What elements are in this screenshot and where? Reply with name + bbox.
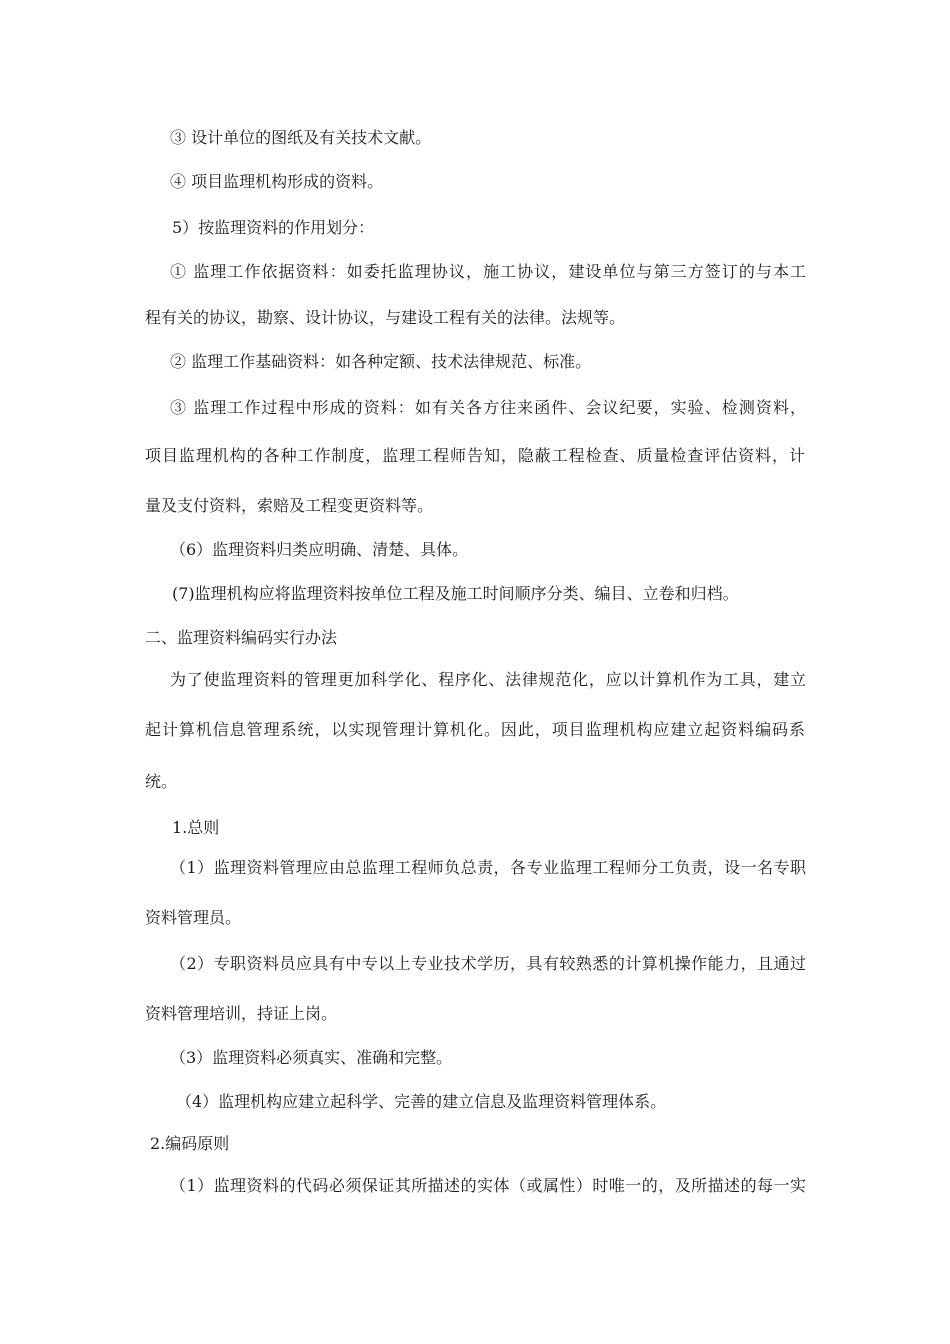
paragraph-line: （1）监理资料的代码必须保证其所描述的实体（或属性）时唯一的，及所描述的每一实 [170,1176,806,1195]
subheading-general: 1.总则 [172,818,220,837]
list-item-agency-materials: ④ 项目监理机构形成的资料。 [170,172,384,191]
paragraph-line: 资料管理员。 [145,908,242,927]
paragraph-line: 量及支付资料，索赔及工程变更资料等。 [145,496,434,515]
paragraph-line: 统。 [145,772,178,791]
section-heading-by-function: 5）按监理资料的作用划分： [172,218,375,237]
list-item-basic-materials: ② 监理工作基础资料：如各种定额、技术法律规范、标准。 [170,352,592,371]
section-heading-coding: 二、监理资料编码实行办法 [145,628,338,647]
paragraph-line: 项目监理机构的各种工作制度，监理工程师告知，隐蔽工程检查、质量检查评估资料，计 [145,446,805,465]
paragraph-line: 资料管理培训，持证上岗。 [145,1004,338,1023]
paragraph-line: 为了使监理资料的管理更加科学化、程序化、法律规范化，应以计算机作为工具，建立 [170,670,806,689]
list-item-4: （4）监理机构应建立起科学、完善的建立信息及监理资料管理体系。 [176,1092,667,1111]
paragraph-line: 起计算机信息管理系统，以实现管理计算机化。因此，项目监理机构应建立起资料编码系 [145,720,805,739]
list-item-3: （3）监理资料必须真实、准确和完整。 [170,1048,453,1067]
list-item-6: （6）监理资料归类应明确、清楚、具体。 [170,540,469,559]
paragraph-line: （1）监理资料管理应由总监理工程师负总责，各专业监理工程师分工负责，设一名专职 [170,858,806,877]
subheading-coding-principles: 2.编码原则 [150,1134,230,1153]
list-item-7: (7)监理机构应将监理资料按单位工程及施工时间顺序分类、编目、立卷和归档。 [172,584,739,603]
list-item-design-drawings: ③ 设计单位的图纸及有关技术文献。 [170,128,432,147]
paragraph-line: （2）专职资料员应具有中专以上专业技术学历，具有较熟悉的计算机操作能力，且通过 [170,954,806,973]
paragraph-line: ① 监理工作依据资料：如委托监理协议，施工协议，建设单位与第三方签订的与本工 [170,262,806,281]
paragraph-line: ③ 监理工作过程中形成的资料：如有关各方往来函件、会议纪要，实验、检测资料， [170,398,806,417]
paragraph-line: 程有关的协议，勘察、设计协议，与建设工程有关的法律。法规等。 [145,308,626,327]
